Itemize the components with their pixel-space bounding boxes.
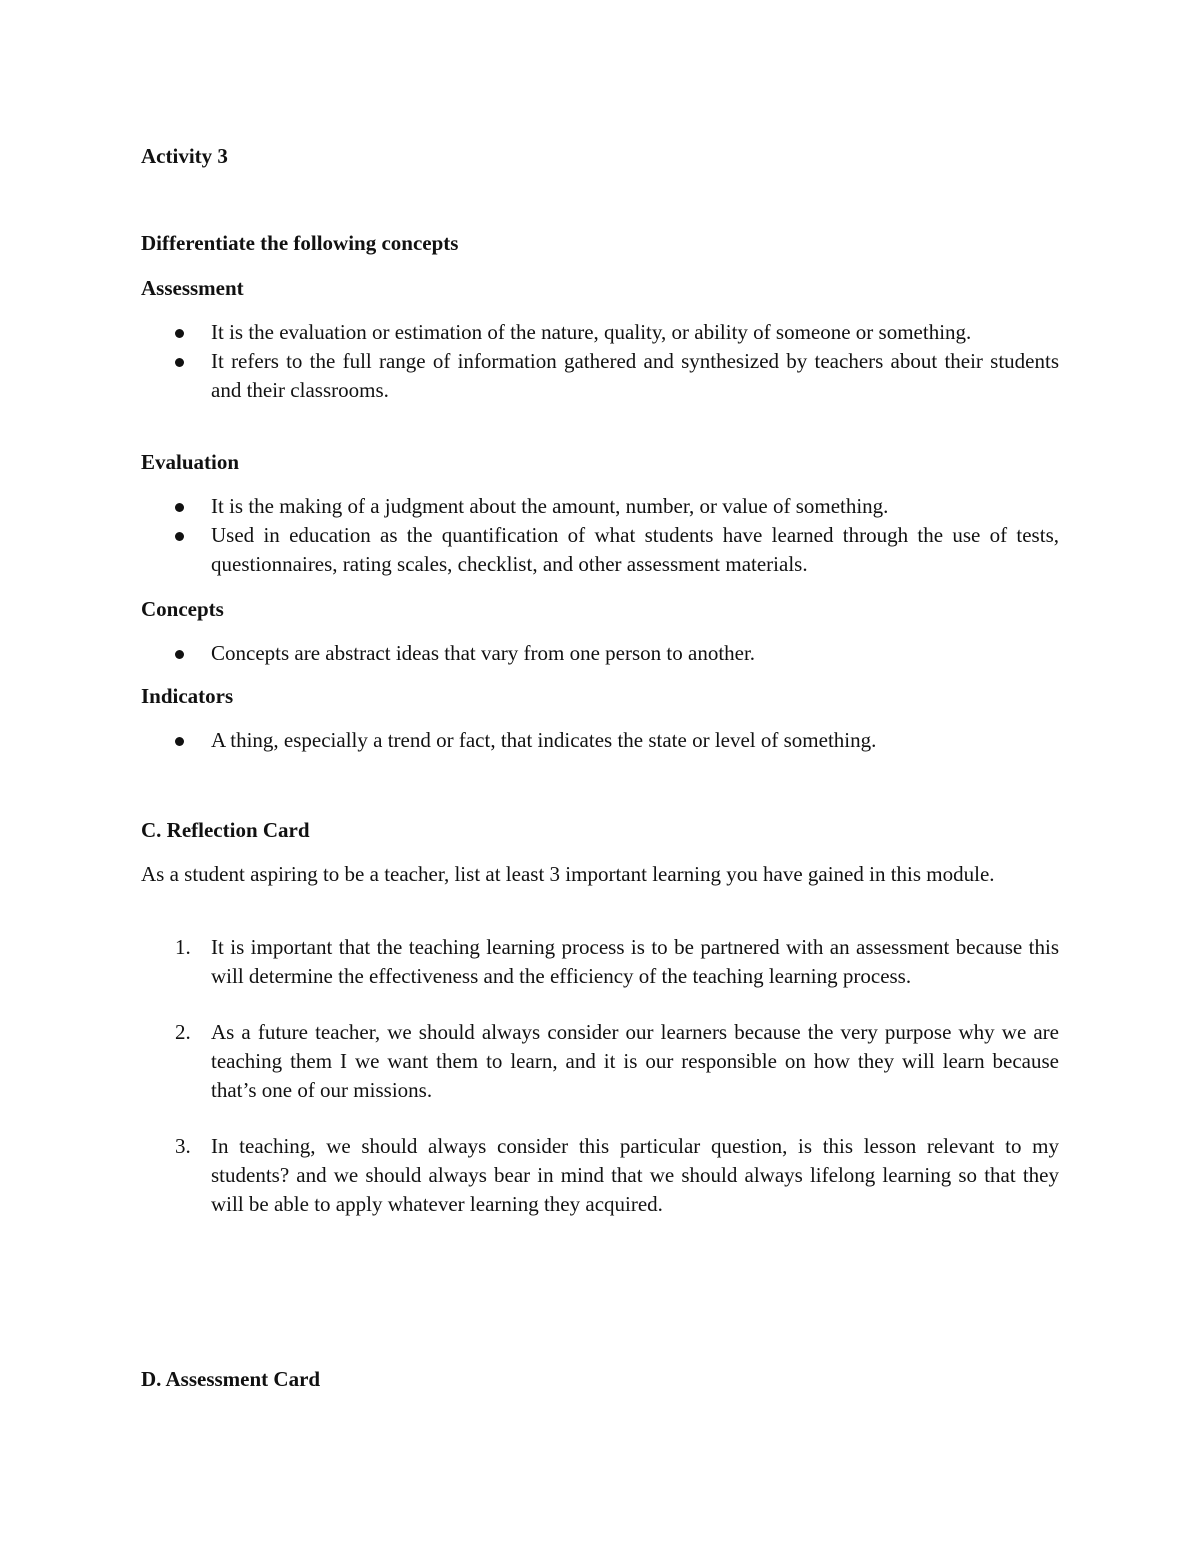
list-item-text: It is important that the teaching learning process is to be partnered with an assessment because this will determine the effectiveness and the efficiency of the teaching learning process.: [211, 935, 1059, 988]
bullet-icon: [175, 737, 184, 746]
section-concepts: [141, 595, 1059, 668]
section-heading: Assessment: [141, 276, 244, 300]
bullet-icon: [175, 650, 184, 659]
bullet-icon: [175, 503, 184, 512]
list-number: 1.: [175, 935, 191, 959]
section-indicators: [141, 682, 1059, 755]
list-item: [141, 521, 1059, 579]
bullet-list: [141, 726, 1059, 755]
section-heading: Indicators: [141, 684, 234, 708]
list-number: 2.: [175, 1020, 191, 1044]
reflection-list: [141, 933, 1059, 1246]
list-item: [141, 1018, 1059, 1105]
instruction-heading: Differentiate the following concepts: [141, 231, 459, 255]
bullet-icon: [175, 358, 184, 367]
list-item: [141, 1132, 1059, 1219]
section-heading: Concepts: [141, 597, 224, 621]
section-evaluation: [141, 448, 1059, 579]
page-title: Activity 3: [141, 144, 228, 168]
bullet-list: [141, 639, 1059, 668]
section-assessment: [141, 274, 1059, 405]
bullet-icon: [175, 532, 184, 541]
list-item-text: A thing, especially a trend or fact, that indicates the state or level of something.: [211, 728, 877, 752]
list-item-text: In teaching, we should always consider this particular question, is this lesson relevant to my students? and we should always bear in mind that we should always lifelong learning so that they will be able to apply whatever learning they acquired.: [211, 1134, 1059, 1216]
list-item-text: Concepts are abstract ideas that vary from one person to another.: [211, 641, 756, 665]
list-item: [141, 492, 1059, 521]
section-heading: Evaluation: [141, 450, 240, 474]
reflection-card-heading: C. Reflection Card: [141, 818, 310, 842]
list-item: [141, 318, 1059, 347]
list-item: [141, 347, 1059, 405]
bullet-icon: [175, 329, 184, 338]
list-item-text: As a future teacher, we should always consider our learners because the very purpose why we are teaching them I we want them to learn, and it is our responsible on how they will learn because that’s one of our missions.: [211, 1020, 1059, 1102]
assessment-card-heading: D. Assessment Card: [141, 1367, 321, 1391]
list-item: [141, 933, 1059, 991]
list-item: [141, 639, 1059, 668]
list-item-text: It is the evaluation or estimation of the nature, quality, or ability of someone or something.: [211, 320, 972, 344]
reflection-prompt: As a student aspiring to be a teacher, list at least 3 important learning you have gained in this module.: [141, 862, 995, 886]
bullet-list: [141, 492, 1059, 579]
list-item: [141, 726, 1059, 755]
list-item-text: Used in education as the quantification of what students have learned through the use of tests, questionnaires, rating scales, checklist, and other assessment materials.: [211, 523, 1059, 576]
list-item-text: It refers to the full range of information gathered and synthesized by teachers about their students and their classrooms.: [211, 349, 1059, 402]
list-item-text: It is the making of a judgment about the amount, number, or value of something.: [211, 494, 889, 518]
list-number: 3.: [175, 1134, 191, 1158]
bullet-list: [141, 318, 1059, 405]
